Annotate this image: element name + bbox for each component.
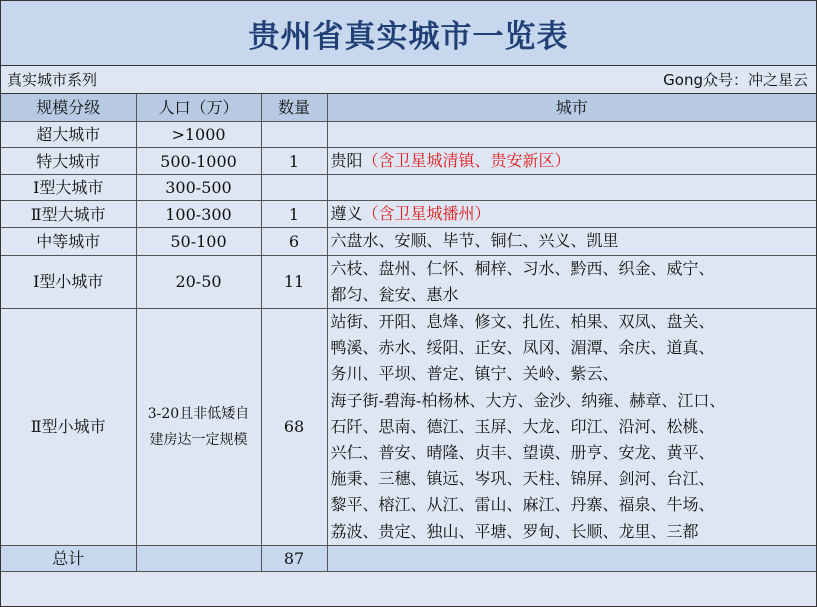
cities-cell [327,201,816,228]
account-label: Gong众号：冲之星云 [663,71,808,89]
table-row [1,201,816,228]
cities-cell [327,255,816,308]
table-row [1,148,816,175]
series-label: 真实城市系列 [7,71,98,89]
count-cell: 1 [261,201,327,228]
count-cell: 1 [261,148,327,175]
population-cell: 300-500 [136,175,261,201]
tier-cell: 中等城市 [1,228,136,255]
total-count: 87 [261,545,327,571]
subtitle-bar [1,66,816,94]
tier-cell: Ⅰ型大城市 [1,175,136,201]
header-row [1,94,816,122]
city-line: 石阡、思南、德江、玉屏、大龙、印江、沿河、松桃、 [330,416,715,436]
city-note: （含卫星城播州） [362,204,491,224]
tier-cell: 特大城市 [1,148,136,175]
count-cell: 68 [261,309,327,546]
total-population [136,545,261,571]
city-line: 海子街-碧海-柏杨林、大方、金沙、纳雍、赫章、江口、 [330,390,726,410]
cities-cell [327,122,816,148]
count-cell [261,175,327,201]
city-line: 黎平、榕江、从江、雷山、麻江、丹寨、福泉、牛场、 [330,495,715,515]
cities-cell [327,175,816,201]
total-cities [327,545,816,571]
city-table [1,94,816,572]
population-cell: 50-100 [136,228,261,255]
city-line: 荔波、贵定、独山、平塘、罗甸、长顺、龙里、三都 [330,521,699,541]
population-cell: 20-50 [136,255,261,308]
header-cities: 城市 [327,94,816,122]
city-line: 施秉、三穗、镇远、岑巩、天柱、锦屏、剑河、台江、 [330,469,715,489]
tier-cell: Ⅱ型小城市 [1,309,136,546]
table-row [1,228,816,255]
tier-cell: 超大城市 [1,122,136,148]
city-line: 都匀、瓮安、惠水 [330,284,459,304]
cities-cell: 六盘水、安顺、毕节、铜仁、兴义、凯里 [327,228,816,255]
city-line: 站街、开阳、息烽、修文、扎佐、柏果、双凤、盘关、 [330,312,715,332]
total-row [1,545,816,571]
total-label: 总计 [1,545,136,571]
city-line: 务川、平坝、普定、镇宁、关岭、紫云、 [330,364,619,384]
header-population: 人口（万） [136,94,261,122]
population-cell: 3-20且非低矮自建房达一定规模 [136,309,261,546]
city-name: 贵阳 [330,151,363,170]
population-cell: >1000 [136,122,261,148]
table-row [1,309,816,546]
count-cell: 6 [261,228,327,255]
population-cell: 100-300 [136,201,261,228]
city-line: 鸭溪、赤水、绥阳、正安、凤冈、湄潭、余庆、道真、 [330,338,715,358]
count-cell [261,122,327,148]
count-cell: 11 [261,255,327,308]
city-line: 兴仁、普安、晴隆、贞丰、望谟、册亨、安龙、黄平、 [330,443,715,463]
population-cell: 500-1000 [136,148,261,175]
cities-cell [327,309,816,546]
table-row [1,255,816,308]
city-line: 六枝、盘州、仁怀、桐梓、习水、黔西、织金、威宁、 [330,258,715,278]
cities-cell [327,148,816,175]
header-tier: 规模分级 [1,94,136,122]
city-note: （含卫星城清镇、贵安新区） [362,151,571,170]
page-title: 贵州省真实城市一览表 [248,18,569,55]
table-row [1,175,816,201]
tier-cell: Ⅰ型小城市 [1,255,136,308]
tier-cell: Ⅱ型大城市 [1,201,136,228]
title-bar [1,1,816,66]
table-row [1,122,816,148]
header-count: 数量 [261,94,327,122]
city-name: 遵义 [330,204,363,224]
